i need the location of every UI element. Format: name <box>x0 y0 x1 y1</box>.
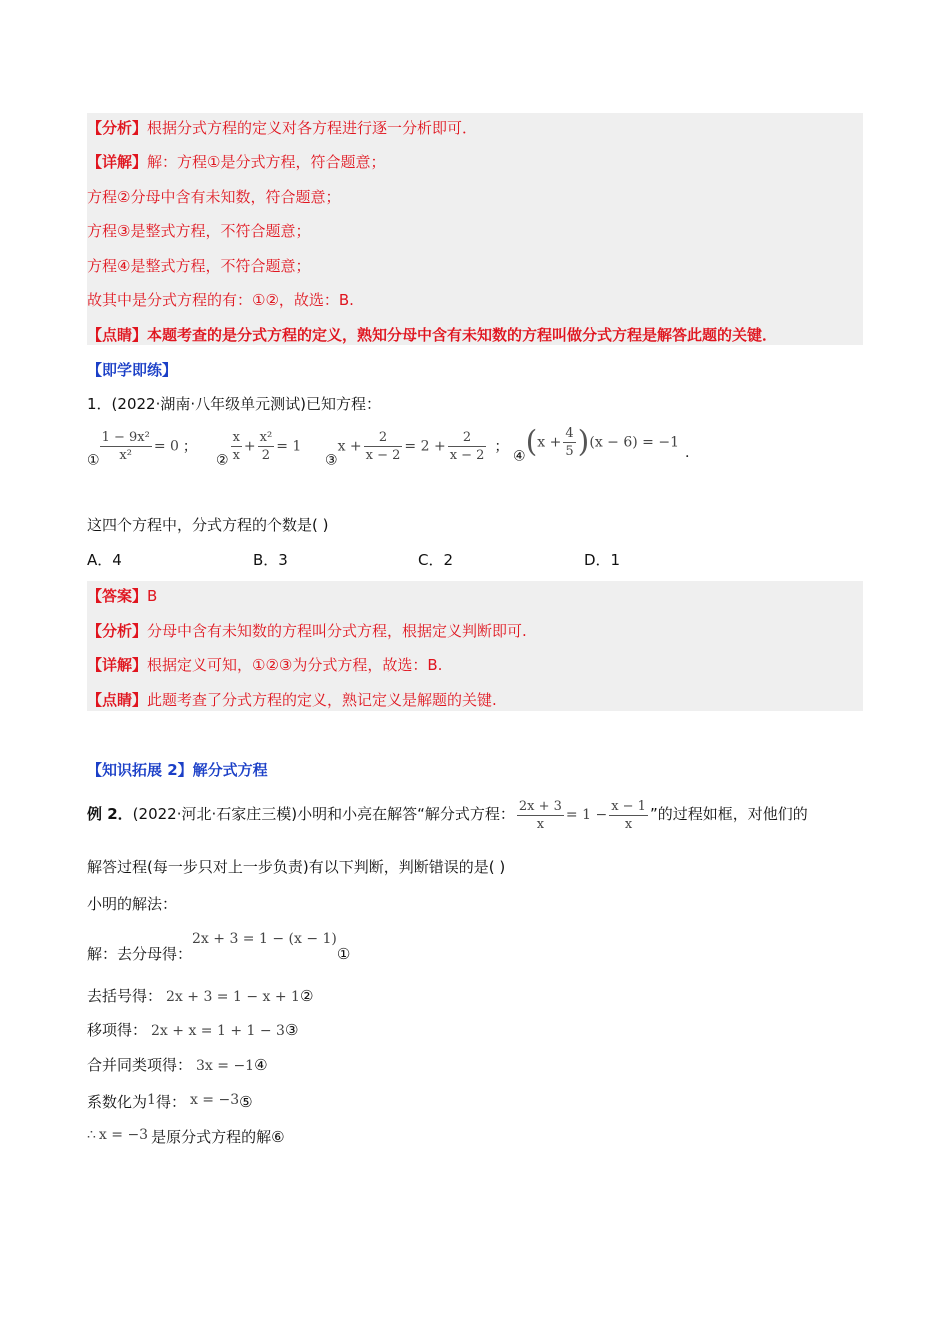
example1-line-1: 方程②分母中含有未知数，符合题意； <box>87 188 341 206</box>
step-2: 去括号得： 2x + 3 = 1 − x + 1② <box>87 987 314 1005</box>
practice-question: 这四个方程中，分式方程的个数是( ) <box>87 516 329 534</box>
step-4: 合并同类项得： 3x = −1④ <box>87 1056 268 1074</box>
equation-2: ② $\frac{x}{x}$ + $\frac{\text{x²}}{2}$ = 1 <box>216 430 302 469</box>
step-5: 系数化为1得： x = −3⑤ <box>87 1092 253 1111</box>
equation-2-marker: ② <box>216 452 229 469</box>
example1-comment: 【点睛】本题考查的是分式方程的定义，熟知分母中含有未知数的方程叫做分式方程是解答此题的关键． <box>87 326 778 344</box>
practice-comment: 【点睛】此题考查了分式方程的定义，熟记定义是解题的关键. <box>87 691 497 709</box>
example1-detail: 【详解】解：方程①是分式方程，符合题意； <box>87 153 386 171</box>
example2-stem: 例 2．(2022·河北·石家庄三模)小明和小亮在解答“解分式方程： $\frac{2x + 3}{x}$ = 1 − $\frac{x - 1}{x}$ ”的过程如框，对他们的 <box>87 798 808 832</box>
practice-analysis: 【分析】分母中含有未知数的方程叫分式方程，根据定义判断即可. <box>87 622 527 640</box>
step-3: 移项得： 2x + x = 1 + 1 − 3③ <box>87 1021 299 1039</box>
example2-stem-line2: 解答过程(每一步只对上一步负责)有以下判断，判断错误的是( ) <box>87 858 506 876</box>
equation-4-marker: ④ <box>513 448 526 465</box>
practice-question-stem: 1．(2022·湖南·八年级单元测试)已知方程： <box>87 395 381 413</box>
example1-line-3: 方程④是整式方程，不符合题意； <box>87 257 311 275</box>
xiaoming-label: 小明的解法： <box>87 895 178 913</box>
step-1: 解：去分母得：2x + 3 = 1 − (x − 1)① <box>87 931 351 963</box>
example1-line-2: 方程③是整式方程，不符合题意； <box>87 222 311 240</box>
equation-1: ① $\frac{\text{1 − 9x²}}{\text{x²}}$ = 0 ； <box>87 430 197 469</box>
example2-equation: $\frac{2x + 3}{x}$ = 1 − $\frac{x - 1}{x}$ <box>518 798 646 832</box>
option-a: A．4 <box>87 551 122 569</box>
equation-3-marker: ③ <box>325 452 338 469</box>
equation-4: ④(x + $\frac{4}{5}$ )(x − 6) = −1. <box>513 424 690 465</box>
example1-analysis: 【分析】根据分式方程的定义对各方程进行逐一分析即可． <box>87 119 478 137</box>
practice-heading: 【即学即练】 <box>87 361 178 379</box>
option-d: D．1 <box>584 551 621 569</box>
extension-heading: 【知识拓展 2】解分式方程 <box>87 761 268 779</box>
practice-answer: 【答案】B <box>87 587 158 605</box>
equation-1-marker: ① <box>87 452 100 469</box>
step-6: ∴ x = −3 是原分式方程的解⑥ <box>87 1127 285 1146</box>
option-c: C．2 <box>418 551 454 569</box>
example1-line-4: 故其中是分式方程的有：①②，故选：B. <box>87 291 354 309</box>
option-b: B．3 <box>253 551 288 569</box>
equation-3: ③x + $\frac{2}{x - 2}$ = 2 + $\frac{2}{x - 2}$ ； <box>325 430 509 469</box>
practice-detail: 【详解】根据定义可知，①②③为分式方程，故选：B. <box>87 656 443 674</box>
